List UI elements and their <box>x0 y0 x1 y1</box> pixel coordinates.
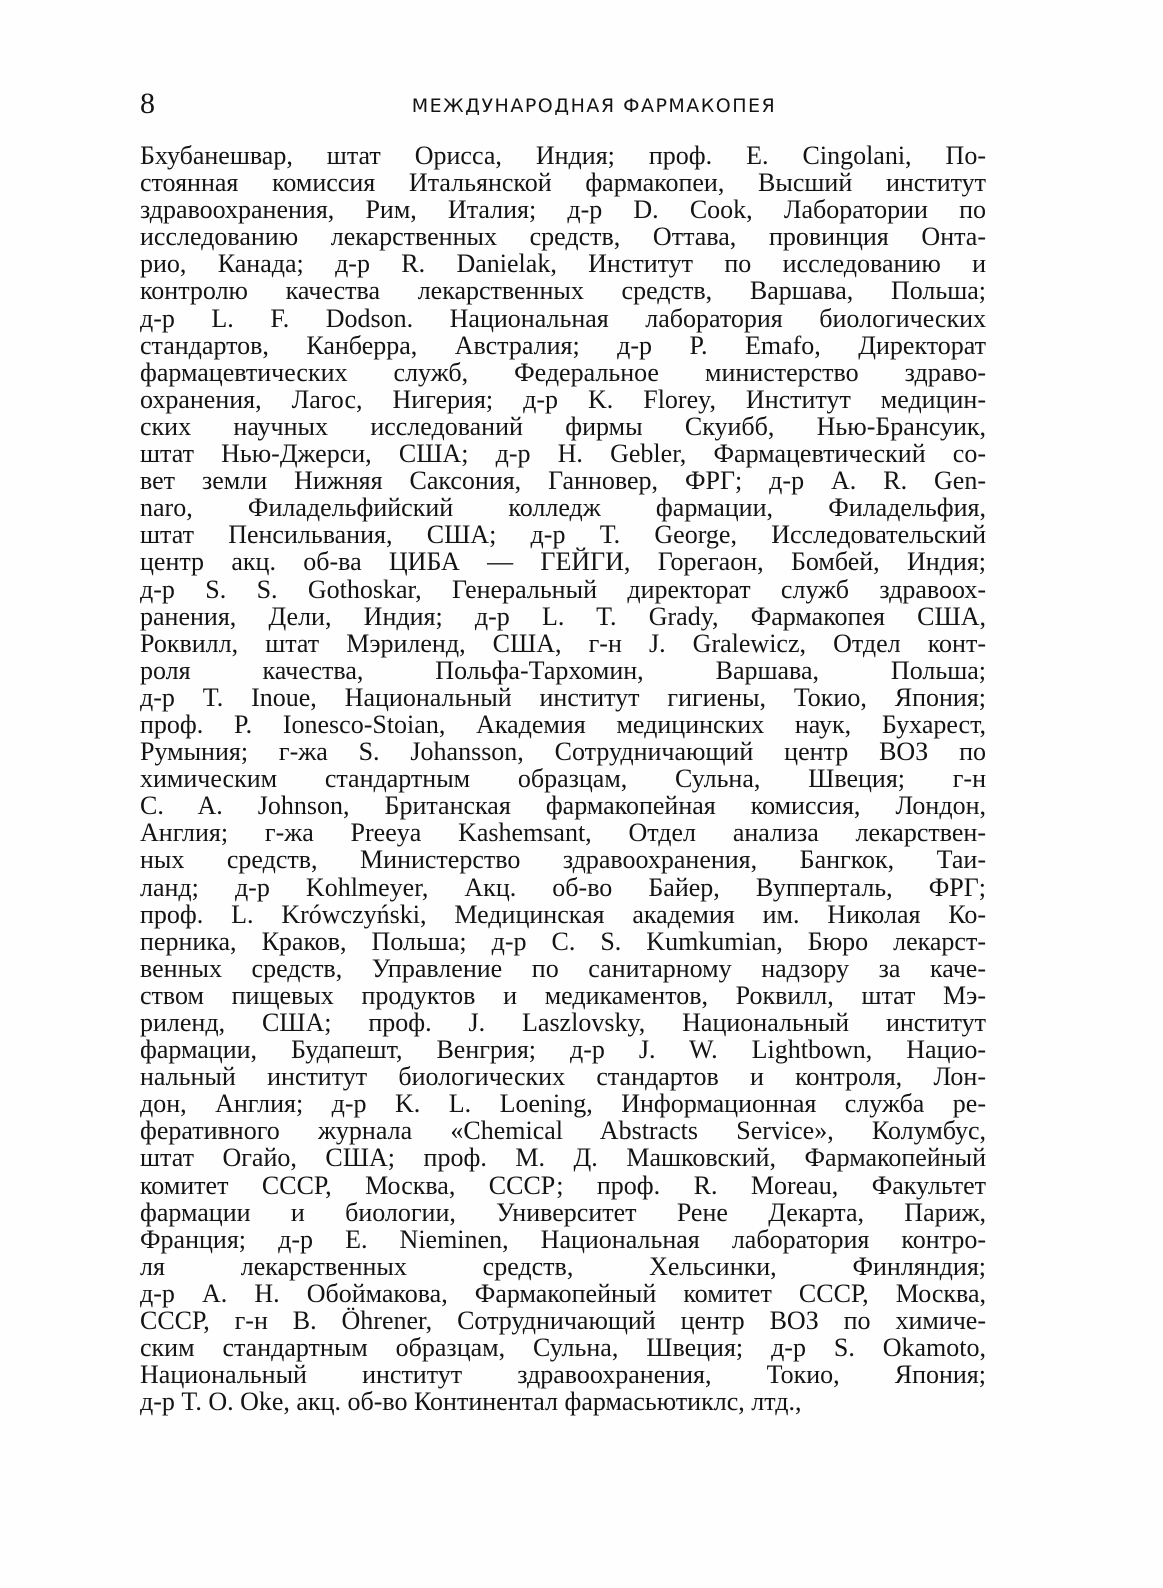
text-line: д-р T. O. Oke, акц. об-во Континентал фармасьютиклс, лтд., <box>140 1387 802 1417</box>
text-line: охранения, Лагос, Нигерия; д-р K. Florey, Институт медицин- <box>140 384 986 414</box>
text-line: ством пищевых продуктов и медикаментов, Роквилл, штат Мэ- <box>140 980 986 1010</box>
text-line: ля лекарственных средств, Хельсинки, Финляндия; <box>140 1251 986 1281</box>
text-line: здравоохранения, Рим, Италия; д-р D. Cook, Лаборатории по <box>140 195 986 225</box>
text-line: штат Пенсильвания, США; д-р T. George, Исследовательский <box>140 520 986 550</box>
body-text <box>140 142 986 1415</box>
text-line: Англия; г-жа Preeya Kashemsant, Отдел анализа лекарствен- <box>140 818 986 848</box>
text-line: ных средств, Министерство здравоохранения, Бангкок, Таи- <box>140 845 986 875</box>
text-line: исследованию лекарственных средств, Оттава, провинция Онта- <box>140 222 986 252</box>
running-title: МЕЖДУНАРОДНАЯ ФАРМАКОПЕЯ <box>411 95 777 117</box>
text-line: дон, Англия; д-р K. L. Loening, Информационная служба ре- <box>140 1089 986 1119</box>
text-line: проф. P. Ionesco-Stoian, Академия медицинских наук, Бухарест, <box>140 709 986 739</box>
text-line: нальный институт биологических стандартов и контроля, Лон- <box>140 1062 986 1092</box>
text-line: C. A. Johnson, Британская фармакопейная комиссия, Лондон, <box>140 791 986 821</box>
text-line: Бхубанешвар, штат Орисса, Индия; проф. E. Cingolani, По- <box>140 141 986 170</box>
text-line: ским стандартным образцам, Сульна, Швеция; д-р S. Okamoto, <box>140 1333 986 1363</box>
text-line: фармацевтических служб, Федеральное министерство здраво- <box>140 357 986 387</box>
page-header <box>140 86 1008 122</box>
text-line: д-р А. Н. Обоймакова, Фармакопейный комитет СССР, Москва, <box>140 1278 986 1308</box>
text-line: стандартов, Канберра, Австралия; д-р P. Emafo, Директорат <box>140 330 986 360</box>
text-line: контролю качества лекарственных средств, Варшава, Польша; <box>140 276 986 306</box>
text-line: комитет СССР, Москва, СССР; проф. R. Moreau, Факультет <box>140 1170 986 1200</box>
text-line: Национальный институт здравоохранения, Токио, Япония; <box>140 1360 986 1390</box>
text-line: Румыния; г-жа S. Johansson, Сотрудничающий центр ВОЗ по <box>140 737 986 767</box>
text-line: фармации, Будапешт, Венгрия; д-р J. W. Lightbown, Нацио- <box>140 1035 986 1065</box>
text-line: д-р L. F. Dodson. Национальная лаборатория биологических <box>140 303 986 333</box>
text-line: naro, Филадельфийский колледж фармации, Филадельфия, <box>140 493 986 523</box>
text-line: роля качества, Польфа-Тархомин, Варшава, Польша; <box>140 655 986 685</box>
text-line: Роквилл, штат Мэриленд, США, г-н J. Gralewicz, Отдел конт- <box>140 628 986 658</box>
text-line: д-р S. S. Gothoskar, Генеральный директорат служб здравоох- <box>140 574 986 604</box>
text-line: рио, Канада; д-р R. Danielak, Институт по исследованию и <box>140 249 986 279</box>
text-line: СССР, г-н B. Öhrener, Сотрудничающий центр ВОЗ по химиче- <box>140 1306 986 1336</box>
text-line: д-р T. Inoue, Национальный институт гигиены, Токио, Япония; <box>140 682 986 712</box>
text-line: феративного журнала «Chemical Abstracts Service», Колумбус, <box>140 1116 986 1146</box>
text-line: ских научных исследований фирмы Скуибб, Нью-Брансуик, <box>140 411 986 441</box>
text-line: вет земли Нижняя Саксония, Ганновер, ФРГ; д-р A. R. Gen- <box>140 466 986 496</box>
text-line: проф. L. Krówczyński, Медицинская академия им. Николая Ко- <box>140 899 986 929</box>
text-line: венных средств, Управление по санитарному надзору за каче- <box>140 953 986 983</box>
text-line: Франция; д-р E. Nieminen, Национальная лаборатория контро- <box>140 1224 986 1254</box>
text-line: центр акц. об-ва ЦИБА — ГЕЙГИ, Горегаон, Бомбей, Индия; <box>140 547 986 577</box>
text-line: стоянная комиссия Итальянской фармакопеи, Высший институт <box>140 168 986 198</box>
page-number: 8 <box>140 87 155 120</box>
text-line: ланд; д-р Kohlmeyer, Акц. об-во Байер, Вупперталь, ФРГ; <box>140 872 986 902</box>
text-line: ранения, Дели, Индия; д-р L. T. Grady, Фармакопея США, <box>140 601 986 631</box>
text-line: штат Нью-Джерси, США; д-р H. Gebler, Фармацевтический со- <box>140 439 986 469</box>
text-line: перника, Краков, Польша; д-р C. S. Kumkumian, Бюро лекарст- <box>140 926 986 956</box>
text-line: штат Огайо, США; проф. М. Д. Машковский, Фармакопейный <box>140 1143 986 1173</box>
text-line: фармации и биологии, Университет Рене Декарта, Париж, <box>140 1197 986 1227</box>
text-line: риленд, США; проф. J. Laszlovsky, Национальный институт <box>140 1008 986 1037</box>
text-line: химическим стандартным образцам, Сульна, Швеция; г-н <box>140 764 986 794</box>
